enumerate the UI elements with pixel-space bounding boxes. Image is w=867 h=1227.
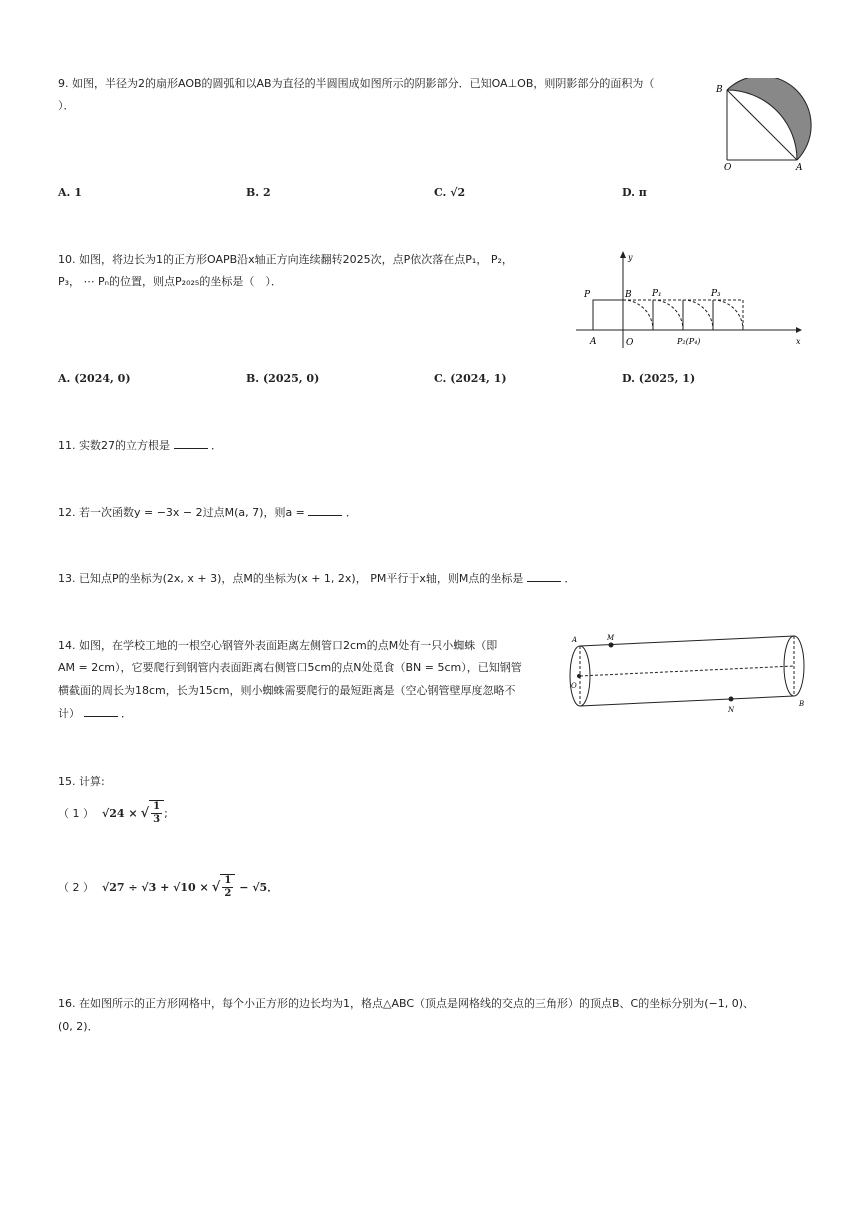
q10-option-a[interactable]: A. (2024, 0) xyxy=(58,372,131,385)
q12-end: ． xyxy=(345,506,357,519)
q15-part2-den: 2 xyxy=(224,888,232,899)
q10-label-o: O xyxy=(626,338,634,348)
q15-part2-fraction xyxy=(220,874,235,900)
q9-option-a[interactable]: A. 1 xyxy=(58,186,82,199)
q9-option-d[interactable]: D. π xyxy=(622,186,647,199)
q9-label-a: A xyxy=(796,163,803,173)
q15-part2-num: 1 xyxy=(224,875,232,886)
q9-line1: 9. 如图，半径为2的扇形AOB的圆弧和以AB为直径的半圆围成如图所示的阴影部分．已知OA⊥OB，则阴影部分的面积为（ xyxy=(58,77,655,90)
q15-part1-sqrt-icon: √ xyxy=(140,805,150,821)
q10-option-d[interactable]: D. (2025, 1) xyxy=(622,372,696,385)
q10-label-b: B xyxy=(625,290,632,300)
q11-text: 11. 实数27的立方根是 xyxy=(58,439,170,452)
q9-figure xyxy=(710,78,820,173)
q14-label-b: B xyxy=(799,700,805,708)
q16-line1: 16. 在如图所示的正方形网格中，每个小正方形的边长均为1，格点△ABC（顶点是网格线的交点的三角形）的顶点B、C的坐标分别为(−1, 0)、 xyxy=(58,997,755,1010)
q10-option-c[interactable]: C. (2024, 1) xyxy=(434,372,507,385)
q9-option-c[interactable]: C. √2 xyxy=(434,186,466,199)
q14-figure xyxy=(566,630,810,716)
q10-label-p: P xyxy=(584,290,591,300)
q10-figure xyxy=(572,248,804,350)
q14-point-o xyxy=(577,674,581,678)
q14-label-a: A xyxy=(572,636,578,644)
q14-point-n xyxy=(729,697,734,702)
q12-answer-blank[interactable] xyxy=(308,505,342,516)
q15-part1-end: ; xyxy=(164,806,168,820)
q9-option-b[interactable]: B. 2 xyxy=(246,186,271,199)
q10-line2: P₃， ⋯ Pₙ的位置，则点P₂₀₂₅的坐标是（ ）． xyxy=(58,275,282,288)
q15-part1-label: （ 1 ） xyxy=(58,807,94,820)
q15-part1-fraction xyxy=(149,800,164,826)
q12 xyxy=(58,505,357,521)
q15-part2-sqrt-icon: √ xyxy=(211,879,221,895)
q14-end: ． xyxy=(121,707,132,720)
q14-answer-blank[interactable] xyxy=(84,706,118,717)
q14-label-n: N xyxy=(728,706,735,714)
q14-line4: 计） xyxy=(58,707,80,720)
q14-label-m: M xyxy=(607,634,615,642)
q16-line2: (0, 2)． xyxy=(58,1020,99,1033)
q15-part2 xyxy=(58,870,278,904)
q9-line2: ）． xyxy=(58,99,75,112)
q10-label-x: x xyxy=(796,337,801,346)
q14-label-o: O xyxy=(571,682,577,690)
q15-part2-end: − √5． xyxy=(239,881,279,894)
q11 xyxy=(58,438,222,454)
q11-answer-blank[interactable] xyxy=(174,438,208,449)
q15-part1-expr: √24 × xyxy=(102,806,138,820)
q10-label-p1: P₁ xyxy=(652,289,662,299)
q10-line1: 10. 如图，将边长为1的正方形OAPB沿x轴正方向连续翻转2025次，点P依次落在点P₁， P₂， xyxy=(58,253,513,266)
q14-line3: 横截面的周长为18cm，长为15cm，则小蜘蛛需要爬行的最短距离是（空心钢管壁厚度忽略不 xyxy=(58,684,516,697)
q15-part1-num: 1 xyxy=(153,801,161,812)
q14-line4-row xyxy=(58,706,132,722)
q10-label-y: y xyxy=(628,253,633,262)
q15-part2-label: （ 2 ） xyxy=(58,881,94,894)
q10-label-a: A xyxy=(590,337,597,347)
q10-label-p2: P₂(P₄) xyxy=(677,337,701,346)
q11-end: ． xyxy=(211,439,222,452)
q15-part1-den: 3 xyxy=(153,814,161,825)
q13-text: 13. 已知点P的坐标为(2x, x + 3)，点M的坐标为(x + 1, 2x)， PM平行于x轴，则M点的坐标是 xyxy=(58,572,524,585)
q14-line2: AM = 2cm），它要爬行到钢管内表面距离右侧管口5cm的点N处觅食（BN = 5cm），已知钢管 xyxy=(58,661,522,674)
q14-line1: 14. 如图，在学校工地的一根空心钢管外表面距离左侧管口2cm的点M处有一只小蜘蛛（即 xyxy=(58,639,498,652)
q9-label-b: B xyxy=(716,85,723,95)
q14-point-m xyxy=(609,643,614,648)
q13-answer-blank[interactable] xyxy=(527,571,561,582)
q15-part1 xyxy=(58,796,168,830)
q12-text: 12. 若一次函数y = −3x − 2过点M(a, 7)，则a = xyxy=(58,506,305,519)
q10-label-p3: P₃ xyxy=(711,289,721,299)
q15-part2-expr: √27 ÷ √3 + √10 × xyxy=(102,880,209,894)
q13-end: ． xyxy=(564,572,576,585)
q9-label-o: O xyxy=(724,163,732,173)
q10-option-b[interactable]: B. (2025, 0) xyxy=(246,372,320,385)
q15-title: 15. 计算: xyxy=(58,775,105,788)
q13 xyxy=(58,571,575,587)
